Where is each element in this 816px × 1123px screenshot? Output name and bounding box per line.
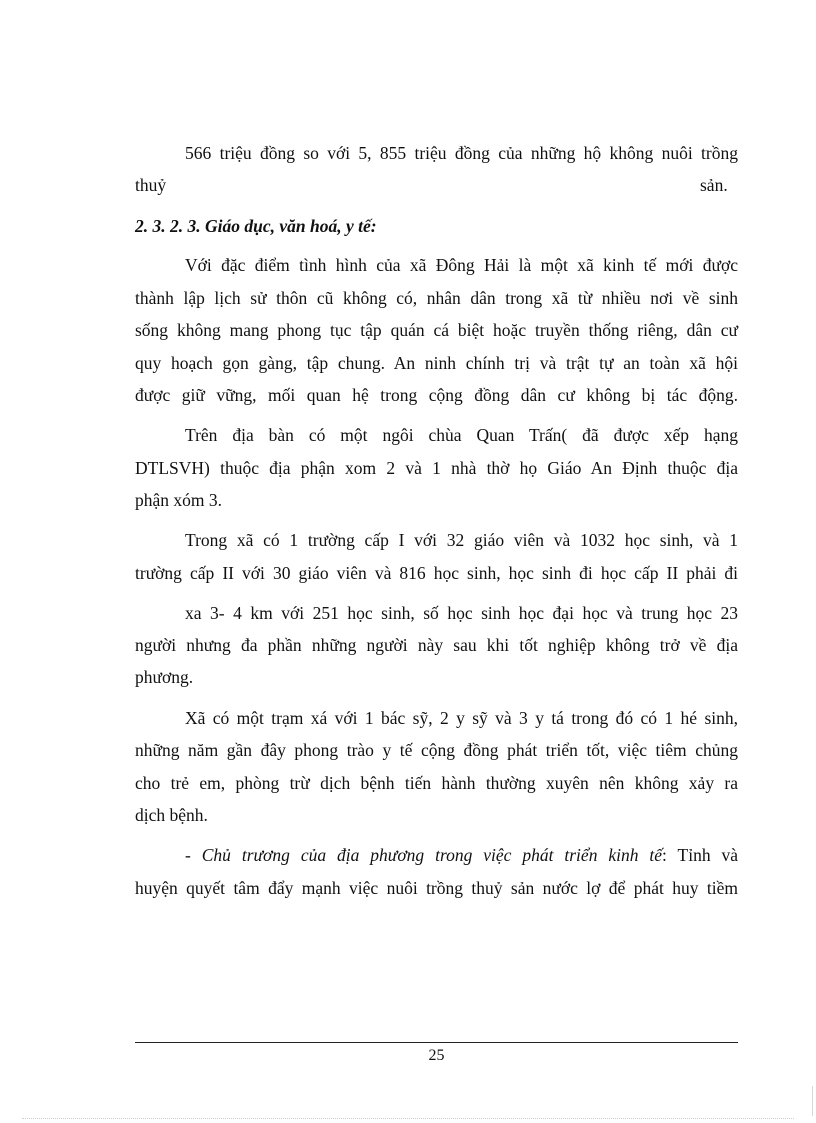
paragraph-line: Trên địa bàn có một ngôi chùa Quan Trấn( đã được xếp hạng	[185, 425, 738, 445]
paragraph-line: Trong xã có 1 trường cấp I với 32 giáo viên và 1032 học sinh, và 1	[185, 530, 738, 550]
paragraph-line: những năm gần đây phong trào y tế cộng đồng phát triển tốt, việc tiêm chủng	[135, 740, 738, 760]
paragraph-line: trường cấp II với 30 giáo viên và 816 học sinh, học sinh đi học cấp II phải đi	[135, 563, 738, 583]
footer-divider	[135, 1042, 738, 1043]
paragraph-line: phận xóm 3.	[135, 490, 223, 510]
page-edge-divider	[22, 1118, 794, 1119]
paragraph-line: được giữ vững, mối quan hệ trong cộng đồng dân cư không bị tác động.	[135, 385, 738, 405]
paragraph-line: người nhưng đa phần những người này sau khi tốt nghiệp không trở về địa	[135, 635, 738, 655]
paragraph-line: cho trẻ em, phòng trừ dịch bệnh tiến hành thường xuyên nên không xảy ra	[135, 773, 738, 793]
paragraph-line	[185, 845, 738, 865]
paragraph-line: Xã có một trạm xá với 1 bác sỹ, 2 y sỹ và 3 y tá trong đó có 1 hé sinh,	[185, 708, 738, 728]
page-edge-mark	[812, 1086, 813, 1116]
paragraph-line: DTLSVH) thuộc địa phận xom 2 và 1 nhà thờ họ Giáo An Định thuộc địa	[135, 458, 738, 478]
text-line: thuỷ	[135, 175, 167, 195]
text-line: sản.	[700, 175, 728, 195]
italic-phrase: Chủ trương của địa phương trong việc phát triển kinh tế	[201, 845, 663, 865]
text-line: 566 triệu đồng so với 5, 855 triệu đồng của những hộ không nuôi trồng	[185, 143, 738, 163]
paragraph-line: xa 3- 4 km với 251 học sinh, số học sinh học đại học và trung học 23	[185, 603, 738, 623]
text-run: : Tỉnh và	[662, 845, 738, 865]
paragraph-line: sống không mang phong tục tập quán cá biệt hoặc truyền thống riêng, dân cư	[135, 320, 738, 340]
page-number: 25	[428, 1047, 445, 1064]
section-heading: 2. 3. 2. 3. Giáo dục, văn hoá, y tế:	[135, 216, 377, 236]
paragraph-line: huyện quyết tâm đẩy mạnh việc nuôi trồng thuỷ sản nước lợ để phát huy tiềm	[135, 878, 738, 898]
paragraph-line: dịch bệnh.	[135, 805, 208, 825]
paragraph-line: Với đặc điểm tình hình của xã Đông Hải là một xã kinh tế mới được	[185, 255, 738, 275]
paragraph-line: quy hoạch gọn gàng, tập chung. An ninh chính trị và trật tự an toàn xã hội	[135, 353, 738, 373]
dash-prefix: -	[185, 845, 202, 865]
paragraph-line: thành lập lịch sử thôn cũ không có, nhân dân trong xã từ nhiều nơi về sinh	[135, 288, 738, 308]
paragraph-line: phương.	[135, 667, 194, 687]
